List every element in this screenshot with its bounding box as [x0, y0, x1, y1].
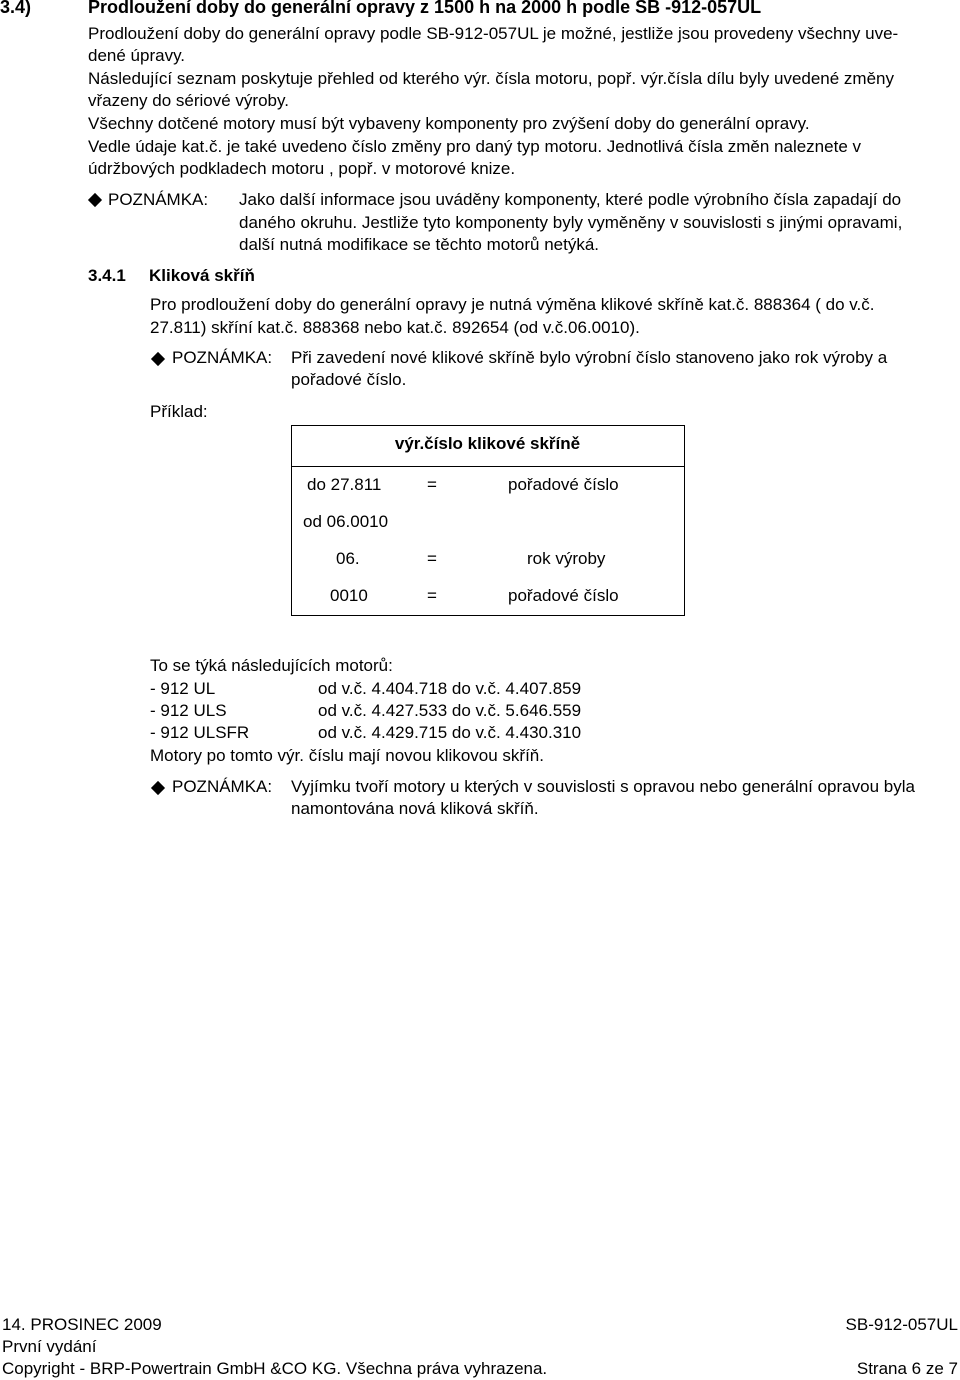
- engine-name: - 912 ULSFR: [150, 723, 250, 742]
- intro-line: Prodloužení doby do generální opravy podle SB-912-057UL je možné, jestliže jsou provedeny všechny uve-: [88, 24, 899, 43]
- example-label: Příklad:: [150, 402, 208, 421]
- table-cell: pořadové číslo: [508, 586, 619, 605]
- footer-edition: První vydání: [2, 1337, 97, 1356]
- note-line: další nutná modifikace se těchto motorů netýká.: [239, 235, 600, 254]
- table-cell: =: [427, 549, 437, 568]
- table-cell: =: [427, 475, 437, 494]
- table-divider: [291, 466, 684, 467]
- engine-name: - 912 UL: [150, 679, 216, 698]
- engine-list-intro: To se týká následujících motorů:: [150, 656, 393, 675]
- intro-line: Vedle údaje kat.č. je také uvedeno číslo změny pro daný typ motoru. Jednotlivá čísla změn naleznete v: [88, 137, 861, 156]
- note-line: daného okruhu. Jestliže tyto komponenty byly vyměněny v souvislosti s jinými opravami,: [239, 213, 903, 232]
- intro-line: dené úpravy.: [88, 46, 186, 65]
- engine-list-outro: Motory po tomto výr. číslu mají novou klikovou skříň.: [150, 746, 544, 765]
- note-label: POZNÁMKA:: [172, 348, 273, 367]
- engine-range: od v.č. 4.404.718 do v.č. 4.407.859: [318, 679, 582, 698]
- intro-line: vřazeny do sériové výroby.: [88, 91, 289, 110]
- intro-line: Následující seznam poskytuje přehled od kterého výr. čísla motoru, popř. výr.čísla dílu byly uvedené změny: [88, 69, 895, 88]
- table-cell: =: [427, 586, 437, 605]
- note-line: Při zavedení nové klikové skříně bylo výrobní číslo stanoveno jako rok výroby a: [291, 348, 888, 367]
- diamond-bullet-icon: [88, 193, 102, 207]
- engine-range: od v.č. 4.427.533 do v.č. 5.646.559: [318, 701, 582, 720]
- crankcase-line: Pro prodloužení doby do generální opravy je nutná výměna klikové skříně kat.č. 888364 ( do v.č.: [150, 295, 875, 314]
- note-label: POZNÁMKA:: [172, 777, 273, 796]
- footer-page-number: Strana 6 ze 7: [856, 1359, 958, 1378]
- table-cell: rok výroby: [527, 549, 606, 568]
- diamond-bullet-icon: [151, 352, 165, 366]
- footer-doc-number: SB-912-057UL: [845, 1315, 958, 1334]
- subsection-title: Kliková skříň: [149, 266, 255, 285]
- table-cell: od 06.0010: [303, 512, 389, 531]
- engine-name: - 912 ULS: [150, 701, 227, 720]
- footer-date: 14. PROSINEC 2009: [2, 1315, 162, 1334]
- note-label: POZNÁMKA:: [108, 190, 209, 209]
- intro-line: Všechny dotčené motory musí být vybaveny komponenty pro zvýšení doby do generální opravy.: [88, 114, 810, 133]
- table-cell: do 27.811: [307, 475, 382, 494]
- section-number: 3.4): [0, 0, 32, 17]
- engine-range: od v.č. 4.429.715 do v.č. 4.430.310: [318, 723, 582, 742]
- table-header: výr.číslo klikové skříně: [394, 434, 581, 453]
- section-title: Prodloužení doby do generální opravy z 1500 h na 2000 h podle SB -912-057UL: [88, 0, 762, 17]
- subsection-number: 3.4.1: [88, 266, 126, 285]
- table-cell: pořadové číslo: [508, 475, 619, 494]
- note-line: Vyjímku tvoří motory u kterých v souvislosti s opravou nebo generální opravou byla: [291, 777, 915, 796]
- note-line: Jako další informace jsou uváděny komponenty, které podle výrobního čísla zapadají do: [239, 190, 902, 209]
- note-line: pořadové číslo.: [291, 370, 407, 389]
- table-cell: 06.: [336, 549, 360, 568]
- footer-copyright: Copyright - BRP-Powertrain GmbH &CO KG. Všechna práva vyhrazena.: [2, 1359, 548, 1378]
- diamond-bullet-icon: [151, 781, 165, 795]
- note-line: namontována nová kliková skříň.: [291, 799, 539, 818]
- intro-line: údržbových podkladech motoru , popř. v motorové knize.: [88, 159, 516, 178]
- table-cell: 0010: [330, 586, 368, 605]
- crankcase-line: 27.811) skříní kat.č. 888368 nebo kat.č. 892654 (od v.č.06.0010).: [150, 318, 640, 337]
